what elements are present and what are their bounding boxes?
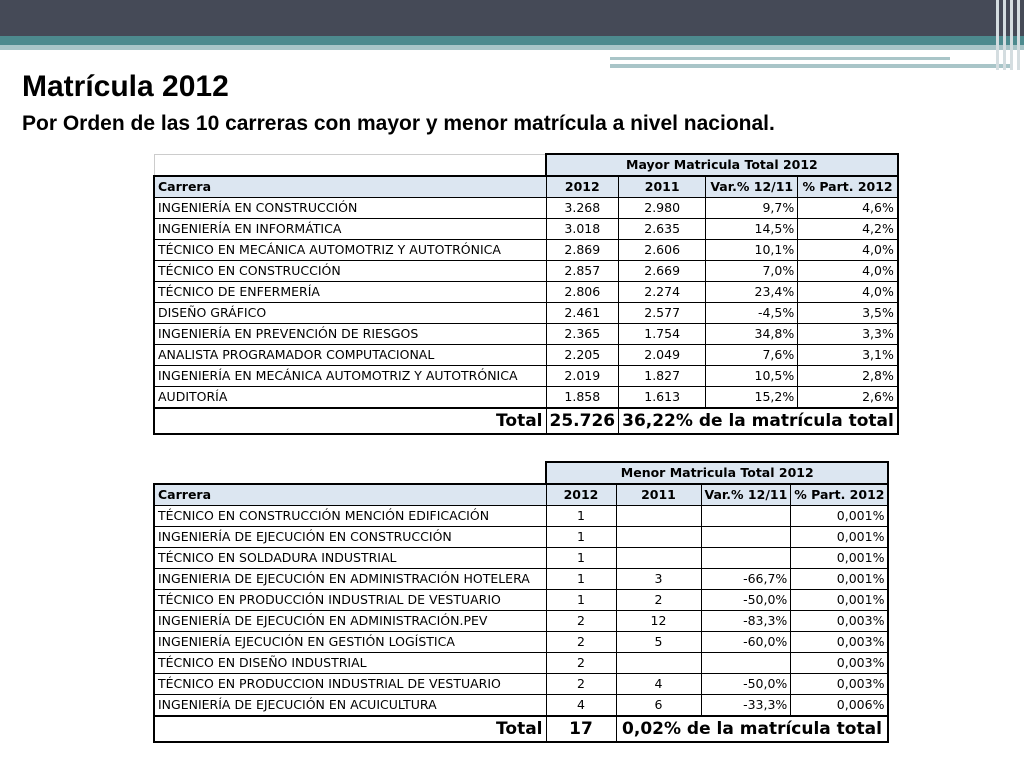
table-group-heading: Mayor Matricula Total 2012: [546, 154, 898, 176]
variacion-cell: 10,5%: [706, 366, 798, 387]
participacion-cell: 4,6%: [798, 198, 898, 219]
table-row: [154, 548, 888, 569]
matricula-2012-cell: 2.205: [546, 345, 619, 366]
carrera-cell: INGENIERÍA EN INFORMÁTICA: [154, 219, 546, 240]
matricula-2012-cell: 2: [546, 674, 616, 695]
table-row: [154, 611, 888, 632]
variacion-cell: -83,3%: [701, 611, 791, 632]
column-header: Var.% 12/11: [706, 176, 798, 198]
matricula-2012-cell: 2: [546, 653, 616, 674]
participacion-cell: 3,3%: [798, 324, 898, 345]
carrera-cell: INGENIERÍA EJECUCIÓN EN GESTIÓN LOGÍSTICA: [154, 632, 546, 653]
variacion-cell: -60,0%: [701, 632, 791, 653]
table-row: [154, 590, 888, 611]
table-row: [154, 527, 888, 548]
table-corner: [154, 154, 546, 176]
menor-matricula-table: [153, 461, 889, 743]
table-row: [154, 569, 888, 590]
table-row: [154, 261, 898, 282]
total-value: 17: [546, 716, 616, 742]
variacion-cell: [701, 548, 791, 569]
variacion-cell: -4,5%: [706, 303, 798, 324]
matricula-2011-cell: 1.827: [619, 366, 706, 387]
total-label: Total: [154, 408, 546, 434]
participacion-cell: 0,001%: [791, 506, 889, 527]
column-header: 2012: [546, 484, 616, 506]
carrera-cell: INGENIERÍA DE EJECUCIÓN EN CONSTRUCCIÓN: [154, 527, 546, 548]
participacion-cell: 4,0%: [798, 282, 898, 303]
matricula-2012-cell: 2.857: [546, 261, 619, 282]
table-row: [154, 282, 898, 303]
matricula-2011-cell: [616, 527, 701, 548]
carrera-cell: TÉCNICO EN CONSTRUCCIÓN: [154, 261, 546, 282]
carrera-cell: TÉCNICO DE ENFERMERÍA: [154, 282, 546, 303]
header-accent-bar: [1017, 0, 1020, 70]
matricula-2011-cell: 2.980: [619, 198, 706, 219]
header-accent-bar: [1003, 0, 1006, 70]
matricula-2011-cell: 6: [616, 695, 701, 717]
participacion-cell: 0,001%: [791, 590, 889, 611]
carrera-cell: INGENIERÍA DE EJECUCIÓN EN ADMINISTRACIÓN.PEV: [154, 611, 546, 632]
matricula-2011-cell: 12: [616, 611, 701, 632]
participacion-cell: 2,6%: [798, 387, 898, 409]
participacion-cell: 3,1%: [798, 345, 898, 366]
carrera-cell: TÉCNICO EN MECÁNICA AUTOMOTRIZ Y AUTOTRÓNICA: [154, 240, 546, 261]
participacion-cell: 4,0%: [798, 261, 898, 282]
table-row: [154, 674, 888, 695]
matricula-2011-cell: 1.754: [619, 324, 706, 345]
participacion-cell: 0,003%: [791, 653, 889, 674]
matricula-2012-cell: 2.019: [546, 366, 619, 387]
carrera-cell: TÉCNICO EN DISEÑO INDUSTRIAL: [154, 653, 546, 674]
matricula-2011-cell: 2.274: [619, 282, 706, 303]
matricula-2012-cell: 2.806: [546, 282, 619, 303]
matricula-2012-cell: 1: [546, 590, 616, 611]
column-header: Carrera: [154, 176, 546, 198]
header-band-dark: [0, 0, 1024, 36]
variacion-cell: 34,8%: [706, 324, 798, 345]
table-group-heading: Menor Matricula Total 2012: [546, 462, 888, 484]
table-row: [154, 695, 888, 717]
variacion-cell: -50,0%: [701, 590, 791, 611]
matricula-2012-cell: 4: [546, 695, 616, 717]
carrera-cell: TÉCNICO EN PRODUCCIÓN INDUSTRIAL DE VESTUARIO: [154, 590, 546, 611]
page-title: Matrícula 2012: [22, 70, 229, 103]
carrera-cell: TÉCNICO EN PRODUCCION INDUSTRIAL DE VESTUARIO: [154, 674, 546, 695]
carrera-cell: INGENIERÍA EN MECÁNICA AUTOMOTRIZ Y AUTOTRÓNICA: [154, 366, 546, 387]
variacion-cell: 10,1%: [706, 240, 798, 261]
variacion-cell: -50,0%: [701, 674, 791, 695]
column-header: Carrera: [154, 484, 546, 506]
participacion-cell: 0,001%: [791, 569, 889, 590]
total-note: 36,22% de la matrícula total: [619, 408, 898, 434]
matricula-2011-cell: 2.606: [619, 240, 706, 261]
carrera-cell: INGENIERÍA EN PREVENCIÓN DE RIESGOS: [154, 324, 546, 345]
table-row: [154, 653, 888, 674]
variacion-cell: -33,3%: [701, 695, 791, 717]
table-row: [154, 387, 898, 409]
matricula-2012-cell: 1: [546, 506, 616, 527]
carrera-cell: INGENIERIA DE EJECUCIÓN EN ADMINISTRACIÓN HOTELERA: [154, 569, 546, 590]
matricula-2011-cell: 1.613: [619, 387, 706, 409]
matricula-2012-cell: 3.018: [546, 219, 619, 240]
matricula-2012-cell: 3.268: [546, 198, 619, 219]
table-row: [154, 324, 898, 345]
variacion-cell: 7,0%: [706, 261, 798, 282]
variacion-cell: 7,6%: [706, 345, 798, 366]
participacion-cell: 2,8%: [798, 366, 898, 387]
table-row: [154, 345, 898, 366]
matricula-2011-cell: 2.577: [619, 303, 706, 324]
matricula-2012-cell: 1: [546, 527, 616, 548]
participacion-cell: 0,001%: [791, 548, 889, 569]
variacion-cell: -66,7%: [701, 569, 791, 590]
mayor-matricula-table: [153, 153, 899, 435]
header-accent-bar: [1010, 0, 1013, 70]
total-label: Total: [154, 716, 546, 742]
column-header: 2011: [619, 176, 706, 198]
table-row: [154, 366, 898, 387]
variacion-cell: [701, 527, 791, 548]
header-band-light: [0, 45, 1024, 50]
column-header: 2012: [546, 176, 619, 198]
variacion-cell: 15,2%: [706, 387, 798, 409]
carrera-cell: INGENIERÍA EN CONSTRUCCIÓN: [154, 198, 546, 219]
matricula-2011-cell: 4: [616, 674, 701, 695]
column-header: 2011: [616, 484, 701, 506]
participacion-cell: 0,003%: [791, 674, 889, 695]
matricula-2012-cell: 2.869: [546, 240, 619, 261]
participacion-cell: 4,2%: [798, 219, 898, 240]
carrera-cell: INGENIERÍA DE EJECUCIÓN EN ACUICULTURA: [154, 695, 546, 717]
header-band-teal: [0, 36, 1024, 45]
participacion-cell: 4,0%: [798, 240, 898, 261]
carrera-cell: ANALISTA PROGRAMADOR COMPUTACIONAL: [154, 345, 546, 366]
matricula-2011-cell: 2.669: [619, 261, 706, 282]
matricula-2011-cell: [616, 548, 701, 569]
table-row: [154, 632, 888, 653]
matricula-2012-cell: 1: [546, 569, 616, 590]
table-row: [154, 198, 898, 219]
carrera-cell: TÉCNICO EN SOLDADURA INDUSTRIAL: [154, 548, 546, 569]
participacion-cell: 0,006%: [791, 695, 889, 717]
matricula-2012-cell: 1: [546, 548, 616, 569]
page-subtitle: Por Orden de las 10 carreras con mayor y menor matrícula a nivel nacional.: [22, 112, 775, 135]
participacion-cell: 0,001%: [791, 527, 889, 548]
matricula-2011-cell: 2: [616, 590, 701, 611]
total-row: [154, 408, 898, 434]
header-accent-line: [610, 57, 950, 60]
table-row: [154, 506, 888, 527]
variacion-cell: 9,7%: [706, 198, 798, 219]
matricula-2011-cell: [616, 653, 701, 674]
table-corner: [154, 462, 546, 484]
carrera-cell: TÉCNICO EN CONSTRUCCIÓN MENCIÓN EDIFICACIÓN: [154, 506, 546, 527]
total-note: 0,02% de la matrícula total: [616, 716, 888, 742]
carrera-cell: AUDITORÍA: [154, 387, 546, 409]
matricula-2011-cell: [616, 506, 701, 527]
table-header-row: [154, 484, 888, 506]
variacion-cell: [701, 653, 791, 674]
participacion-cell: 3,5%: [798, 303, 898, 324]
carrera-cell: DISEÑO GRÁFICO: [154, 303, 546, 324]
matricula-2011-cell: 3: [616, 569, 701, 590]
variacion-cell: [701, 506, 791, 527]
matricula-2011-cell: 2.635: [619, 219, 706, 240]
column-header: Var.% 12/11: [701, 484, 791, 506]
participacion-cell: 0,003%: [791, 632, 889, 653]
variacion-cell: 14,5%: [706, 219, 798, 240]
table-row: [154, 303, 898, 324]
matricula-2012-cell: 2: [546, 611, 616, 632]
matricula-2011-cell: 5: [616, 632, 701, 653]
table-header-row: [154, 176, 898, 198]
column-header: % Part. 2012: [791, 484, 889, 506]
matricula-2011-cell: 2.049: [619, 345, 706, 366]
total-value: 25.726: [546, 408, 619, 434]
participacion-cell: 0,003%: [791, 611, 889, 632]
total-row: [154, 716, 888, 742]
matricula-2012-cell: 2.461: [546, 303, 619, 324]
header-accent-line: [610, 64, 1010, 68]
table-row: [154, 219, 898, 240]
matricula-2012-cell: 2.365: [546, 324, 619, 345]
matricula-2012-cell: 1.858: [546, 387, 619, 409]
column-header: % Part. 2012: [798, 176, 898, 198]
header-accent-bar: [996, 0, 999, 70]
matricula-2012-cell: 2: [546, 632, 616, 653]
table-row: [154, 240, 898, 261]
variacion-cell: 23,4%: [706, 282, 798, 303]
